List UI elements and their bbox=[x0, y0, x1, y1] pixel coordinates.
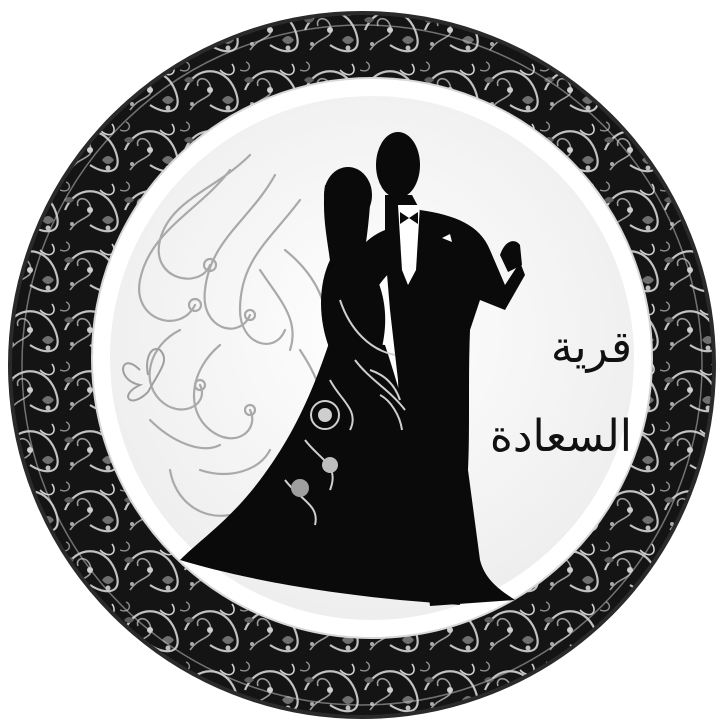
caption-line-2: السعادة bbox=[489, 411, 632, 462]
caption-line-1: قرية bbox=[550, 322, 632, 373]
